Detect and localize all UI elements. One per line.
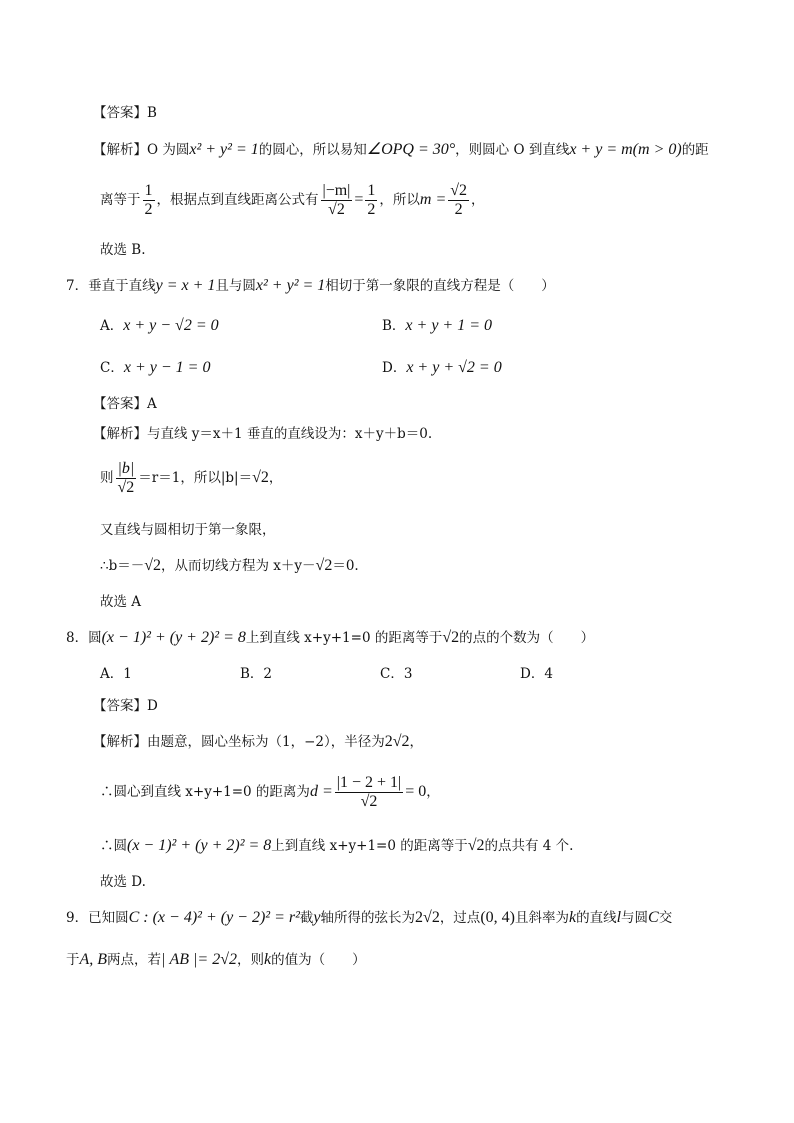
q8-option-c — [380, 664, 412, 684]
q8-analysis-2a: ∴圆心到直线 x+y+1=0 的距离为 — [100, 784, 310, 800]
q8-analysis-1 — [93, 732, 423, 752]
q7-sqrt2: √2 — [252, 469, 269, 486]
q8-d-equals: d = — [309, 783, 333, 800]
q9-stem-f: 的直线 — [576, 910, 617, 926]
q9-stem-g: 与圆 — [621, 910, 649, 926]
q8-option-d — [520, 664, 553, 684]
q7-option-c-text: x + y − 1 = 0 — [123, 359, 211, 376]
q6-result-denominator: 2 — [454, 201, 463, 218]
q9-point: (0, 4) — [480, 909, 515, 926]
q6-analysis-line2 — [100, 180, 485, 220]
q8-distance-denominator: √2 — [360, 793, 378, 810]
q8-analysis-sqrt2: √2 — [467, 837, 485, 854]
q8-analysis-circle: (x − 1)² + (y + 2)² = 8 — [127, 837, 272, 854]
q7-option-b-text: x + y + 1 = 0 — [405, 317, 493, 334]
q7-option-a-label: A． — [100, 318, 124, 334]
q8-analysis-3b: 上到直线 x+y+1=0 的距离等于 — [271, 838, 468, 854]
q9-stem-circle: C : (x − 4)² + (y − 2)² = r² — [128, 909, 300, 926]
q8-analysis-3c: 的点共有 4 个. — [484, 838, 574, 854]
q9-stem-a: 9．已知圆 — [66, 910, 129, 926]
q8-answer-text: 【答案】D — [93, 698, 158, 714]
q7-option-c — [100, 358, 210, 378]
q6-angle-equation: ∠OPQ = 30° — [366, 141, 456, 158]
q7-analysis-4 — [100, 556, 359, 576]
q9-stem-d: ，过点 — [439, 910, 481, 926]
q6-answer-text: 【答案】B — [93, 105, 157, 121]
q6-analysis-text-d: 的距 — [681, 142, 709, 158]
q8-analysis-2 — [100, 772, 440, 812]
q6-circle-equation: x² + y² = 1 — [189, 141, 259, 158]
q6-conclusion-text: 故选 B. — [100, 242, 146, 258]
q6-fraction-half — [143, 182, 155, 219]
q7-sqrt2-b: √2 — [144, 557, 162, 574]
q7-stem-line: y = x + 1 — [155, 277, 216, 294]
q8-option-a-text: 1 — [123, 666, 132, 682]
q8-radius: 2√2 — [384, 733, 410, 750]
q6-half2-denominator: 2 — [367, 201, 376, 218]
q8-option-b-label: B． — [240, 666, 264, 682]
q9-stem2-b: 两点，若 — [107, 952, 162, 968]
q7-stem-circle: x² + y² = 1 — [255, 277, 326, 294]
q8-option-c-label: C． — [380, 666, 404, 682]
q8-fraction-distance — [335, 774, 403, 811]
q7-abs-b-denominator: √2 — [117, 479, 135, 496]
q6-text-so: ，所以 — [379, 192, 420, 208]
q8-analysis-1a: 【解析】由题意，圆心坐标为（1，−2），半径为 — [93, 734, 385, 750]
q6-answer — [93, 103, 157, 123]
q6-text-distance: 离等于 — [100, 192, 141, 208]
q8-option-b-text: 2 — [263, 666, 273, 682]
q7-abs-b-numerator: |b| — [117, 460, 135, 477]
q9-y-axis: y — [313, 909, 321, 926]
q8-option-d-text: 4 — [544, 666, 553, 682]
q9-stem-e: 且斜率为 — [514, 910, 569, 926]
q6-fraction-abs-m — [321, 182, 353, 219]
q6-abs-m-denominator: √2 — [328, 201, 345, 218]
q7-stem-a: 7．垂直于直线 — [66, 278, 156, 294]
q6-text-comma: ， — [471, 192, 485, 208]
q7-conclusion-text: 故选 A — [100, 594, 142, 610]
q9-k-2: k — [263, 951, 272, 968]
q9-stem-line2 — [66, 950, 366, 970]
q8-option-a — [100, 664, 132, 684]
q7-option-d-text: x + y + √2 = 0 — [406, 359, 502, 376]
q9-l: l — [616, 909, 622, 926]
q8-distance-result: = 0 — [405, 783, 427, 800]
q7-analysis-2 — [100, 458, 282, 498]
q7-answer — [93, 394, 157, 414]
q8-analysis-2b: ， — [426, 784, 440, 800]
q6-half2-numerator: 1 — [367, 182, 376, 199]
q8-analysis-3 — [100, 836, 573, 856]
q6-abs-m-numerator: |−m| — [322, 182, 351, 199]
q9-k: k — [568, 909, 577, 926]
q6-m-equals: m = — [419, 191, 447, 208]
q6-fraction-result — [448, 182, 469, 219]
q7-option-b — [382, 316, 492, 336]
q6-text-formula: ，根据点到直线距离公式有 — [156, 192, 319, 208]
q6-conclusion — [100, 240, 146, 260]
q7-analysis-2b: ＝r＝1，所以|b|＝ — [138, 470, 253, 486]
q7-analysis-1 — [93, 424, 432, 444]
q6-result-numerator: √2 — [450, 182, 468, 199]
q6-analysis-text-b: 的圆心，所以易知 — [258, 142, 367, 158]
q7-analysis-2c: ， — [268, 470, 283, 486]
q7-option-c-label: C． — [100, 360, 124, 376]
q8-stem-c: 的点的个数为（ ） — [459, 630, 595, 646]
q7-fraction-abs-b — [116, 460, 137, 497]
q8-option-c-text: 3 — [403, 666, 413, 682]
q7-stem-c: 相切于第一象限的直线方程是（ ） — [325, 278, 555, 294]
q7-option-a — [100, 316, 219, 336]
q6-analysis-line1 — [93, 140, 709, 160]
q7-analysis-2a: 则 — [100, 470, 114, 486]
q6-equals: = — [354, 191, 364, 208]
q7-conclusion — [100, 592, 141, 612]
q8-conclusion-text: 故选 D. — [100, 874, 146, 890]
q8-stem-a: 8．圆 — [66, 630, 102, 646]
q6-half-numerator: 1 — [144, 182, 153, 199]
q8-analysis-3a: ∴圆 — [100, 838, 127, 854]
q6-analysis-label: 【解析】 — [93, 142, 147, 158]
q8-stem-b: 上到直线 x+y+1=0 的距离等于 — [245, 630, 443, 646]
q8-option-b — [240, 664, 272, 684]
q9-stem2-a: 于 — [66, 952, 80, 968]
q7-option-b-label: B． — [382, 318, 406, 334]
q8-stem — [66, 628, 594, 648]
q9-stem-c: 轴所得的弦长为 — [320, 910, 416, 926]
q8-distance-numerator: |1 − 2 + 1| — [336, 774, 402, 791]
q9-chord: 2√2 — [415, 909, 440, 926]
q7-analysis-3 — [100, 520, 276, 540]
q7-option-d — [382, 358, 502, 378]
q8-analysis-1b: ， — [409, 734, 424, 750]
q7-analysis-4a: ∴b＝－ — [100, 558, 145, 574]
q7-answer-text: 【答案】A — [93, 396, 157, 412]
q6-half-denominator: 2 — [144, 201, 153, 218]
q6-fraction-half-2 — [365, 182, 377, 219]
q8-sqrt2: √2 — [442, 629, 460, 646]
q7-option-a-text: x + y − √2 = 0 — [123, 317, 219, 334]
q9-stem-line1 — [66, 908, 672, 928]
q8-option-a-label: A． — [100, 666, 124, 682]
q8-answer — [93, 696, 158, 716]
q7-stem-b: 且与圆 — [215, 278, 256, 294]
q7-analysis-4b: ，从而切线方程为 x＋y－ — [161, 558, 316, 574]
q6-line-equation: x + y = m(m > 0) — [569, 141, 682, 158]
q8-conclusion — [100, 872, 146, 892]
q9-ab-equation: | AB |= 2√2 — [161, 951, 237, 968]
q9-stem-b: 截 — [299, 910, 314, 926]
q9-stem2-d: 的值为（ ） — [271, 952, 366, 968]
q9-C: C — [648, 909, 659, 926]
q7-stem — [66, 276, 555, 296]
q9-stem-h: 交 — [658, 910, 673, 926]
q7-analysis-1-text: 【解析】与直线 y＝x＋1 垂直的直线设为：x＋y＋b＝0. — [93, 426, 433, 442]
q7-sqrt2-c: √2 — [315, 557, 333, 574]
q6-analysis-text-c: ，则圆心 O 到直线 — [455, 142, 570, 158]
q9-stem2-c: ，则 — [236, 952, 264, 968]
q7-analysis-4c: ＝0. — [332, 558, 359, 574]
q6-analysis-text-a: O 为圆 — [147, 142, 190, 158]
q7-option-d-label: D． — [382, 360, 407, 376]
q9-AB: A, B — [79, 951, 108, 968]
q8-stem-circle: (x − 1)² + (y + 2)² = 8 — [101, 629, 246, 646]
q8-option-d-label: D． — [520, 666, 545, 682]
q7-analysis-3-text: 又直线与圆相切于第一象限， — [100, 522, 276, 538]
